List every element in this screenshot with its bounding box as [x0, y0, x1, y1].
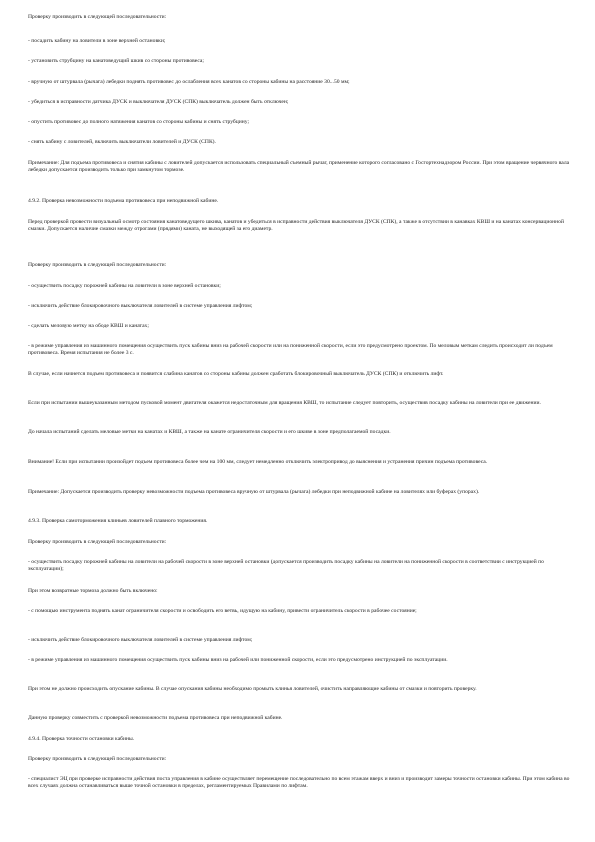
paragraph-32: - специалист ЭЦ при проверке исправности действия поста управления в кабине осуществляет перемещение последовательно по всем этажам вверх и вниз и производит замеры точности остановки кабины. При этом кабина во всех случаях должна останавливаться выше точной остановки в пределах, регламентируемых Правилами по лифтам.: [28, 776, 570, 790]
paragraph-3: - установить струбцину на канатоведущий шкив со стороны противовеса;: [28, 58, 204, 64]
paragraph-11: Проверку производить в следующей последовательности:: [28, 262, 167, 268]
paragraph-1: Проверку производить в следующей последовательности:: [28, 14, 167, 20]
paragraph-21: 4.9.3. Проверка самоторможения клиньев ловителей плавного торможения.: [28, 518, 208, 524]
paragraph-20: Примечание: Допускается производить проверку невозможности подъема противовеса вручную от штурвала (рычага) лебедки при неподвижной кабине на ловителях или буферах (упорах).: [28, 489, 480, 495]
paragraph-23: - осуществить посадку порожней кабины на ловители на рабочей скорости в зоне верхней остановки (допускается производить посадку кабины на ловители на пониженной скорости в соответствии с инструкцией по эксплуатации);: [28, 559, 544, 573]
paragraph-18: До начала испытаний сделать меловые метки на канатах и КВШ, а также на канате ограничителя скорости и его шкиве в зоне предполагаемой посадки.: [28, 429, 391, 435]
paragraph-25: - с помощью инструмента поднять канат ограничителя скорости и освободить его ветвь, идущую на кабину, привести ограничитель скорости в рабочее состояние;: [28, 608, 417, 614]
paragraph-14: - сделать меловую метку на ободе КВШ и канатах;: [28, 323, 149, 329]
paragraph-26: - исключить действие блокировочного выключателя ловителей в системе управления лифтом;: [28, 637, 253, 643]
paragraph-24: При этом возвратные тормоза должно быть включено:: [28, 588, 158, 594]
paragraph-10: Перед проверкой провести визуальный осмотр состояния канатоведущего шкива, канатов и убедиться в исправности действия выключателя ДУСК (СПК), а также в отсутствии в канавках КВШ и на канатах консервационной смазки. Допускается наличие смазки между отрогами (прядями) каната, не выходящей за его диаметр.: [28, 219, 564, 233]
paragraph-28: При этом не должно происходить опускание кабины. В случае опускания кабины необходимо промыть клинья ловителей, очистить направляющие кабины от смазки и повторить проверку.: [28, 686, 477, 692]
paragraph-9: 4.9.2. Проверка невозможности подъема противовеса при неподвижной кабине.: [28, 198, 219, 204]
paragraph-19: Внимание! Если при испытании произойдет подъем противовеса более чем на 100 мм, следует немедленно отключить электропривод до выяснения и устранения причин подъема противовеса.: [28, 459, 488, 465]
paragraph-12: - осуществить посадку порожней кабины на ловители в зоне верхней остановки;: [28, 283, 221, 289]
paragraph-27: - в режиме управления из машинного помещения осуществить пуск кабины вниз на рабочей или пониженной скорости, если это предусмотрено инструкцией по эксплуатации.: [28, 657, 448, 663]
paragraph-7: - снять кабину с ловителей, включить выключатели ловителей и ДУСК (СПК).: [28, 139, 216, 145]
paragraph-17: Если при испытании вышеуказанным методом пусковой момент двигателя окажется недостаточным для вращения КВШ, то испытание следует повторить, осуществив посадку кабины на ловители при ее движении.: [28, 400, 541, 406]
paragraph-29: Данную проверку совместить с проверкой невозможности подъема противовеса при неподвижной кабине.: [28, 715, 283, 721]
paragraph-15: - в режиме управления из машинного помещения осуществить пуск кабины вниз на рабочей скорости или на пониженной скорости, если это предусмотрено проектом. По меловым меткам следить происходит ли подъем противовеса. Время испытания не более 3 с.: [28, 343, 553, 357]
paragraph-5: - убедиться в исправности датчика ДУСК и выключателя ДУСК (СПК) выключатель должен быть отключен;: [28, 99, 289, 105]
paragraph-2: - посадить кабину на ловители в зоне верхней остановки;: [28, 38, 166, 44]
paragraph-6: - опустить противовес до полного натяжения канатов со стороны кабины и снять струбцину;: [28, 119, 250, 125]
paragraph-4: - вручную от штурвала (рычага) лебедки поднять противовес до ослабления всех канатов со стороны кабины на расстояние 30...50 мм;: [28, 79, 350, 85]
paragraph-16: В случае, если начнется подъем противовеса и появится слабина канатов со стороны кабины должен сработать блокировочный выключатель ДУСК (СПК) и отключить лифт.: [28, 371, 444, 377]
paragraph-13: - исключить действие блокировочного выключателя ловителей в системе управления лифтом;: [28, 303, 253, 309]
paragraph-22: Проверку производить в следующей последовательности:: [28, 539, 167, 545]
paragraph-8: Примечание: Для подъема противовеса и снятия кабины с ловителей допускается использовать специальный съемный рычаг, применение которого согласовано с Госгортехнадзором России. При этом вращение червячного вала лебедки допускается производить только при замкнутом тормозе.: [28, 160, 570, 174]
paragraph-30: 4.9.4. Проверка точности остановки кабины.: [28, 736, 135, 742]
paragraph-31: Проверку производить в следующей последовательности:: [28, 756, 167, 762]
